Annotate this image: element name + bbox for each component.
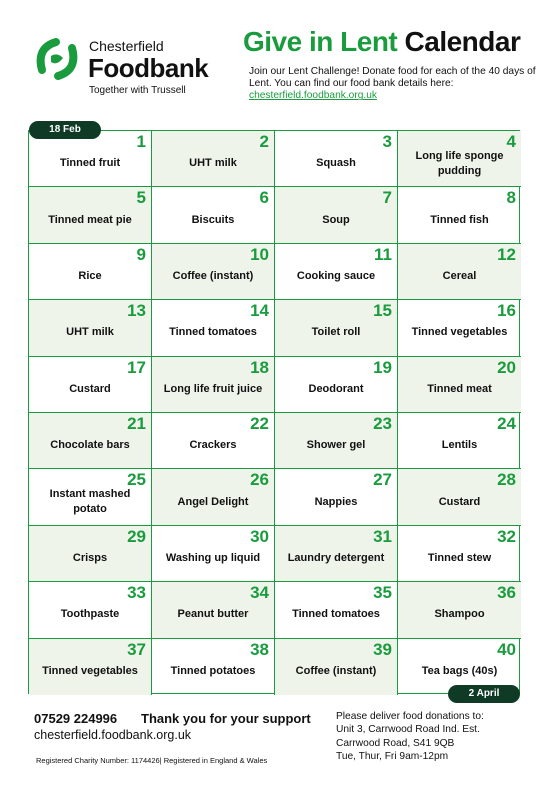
day-item: Tinned tomatoes (292, 608, 380, 621)
day-item: Coffee (instant) (172, 269, 254, 282)
calendar-day-28 (398, 469, 521, 525)
calendar-day-26 (152, 469, 275, 525)
day-item: Cooking sauce (296, 269, 376, 282)
charity-registration: Registered Charity Number: 1174426| Registered in England & Wales (36, 756, 268, 765)
day-item: Cereal (442, 269, 477, 282)
day-item: Tinned tomatoes (169, 326, 257, 339)
day-number: 15 (373, 301, 392, 321)
day-item: Lentils (441, 439, 478, 452)
day-number: 5 (136, 188, 146, 208)
day-item: Angel Delight (177, 495, 249, 508)
day-item: Tinned meat (427, 382, 492, 395)
calendar-day-15 (275, 300, 398, 356)
day-number: 40 (497, 639, 516, 659)
calendar-day-30 (152, 526, 275, 582)
end-date-badge: 2 April (448, 685, 520, 703)
calendar-day-25 (29, 469, 152, 525)
calendar-day-29 (29, 526, 152, 582)
calendar-day-38 (152, 639, 275, 695)
day-item: Nappies (314, 495, 358, 508)
title-dark: Calendar (404, 26, 521, 57)
calendar-day-14 (152, 300, 275, 356)
day-number: 34 (250, 583, 269, 603)
day-number: 28 (497, 470, 516, 490)
calendar-day-37 (29, 639, 152, 695)
day-number: 27 (373, 470, 392, 490)
day-number: 12 (497, 244, 516, 264)
day-item: Rice (78, 269, 102, 282)
day-number: 32 (497, 526, 516, 546)
day-item: UHT milk (189, 157, 237, 170)
day-number: 26 (250, 470, 269, 490)
day-number: 16 (497, 301, 516, 321)
calendar-day-16 (398, 300, 521, 356)
calendar-day-24 (398, 413, 521, 469)
title-green: Give in Lent (243, 26, 398, 57)
day-number: 18 (250, 357, 269, 377)
delivery-info (336, 710, 484, 763)
day-item: Long life fruit juice (163, 382, 263, 395)
day-item: Deodorant (308, 382, 364, 395)
intro-text (249, 66, 539, 103)
day-number: 1 (136, 132, 146, 151)
calendar-day-31 (275, 526, 398, 582)
day-number: 19 (373, 357, 392, 377)
footer-url[interactable]: chesterfield.foodbank.org.uk (34, 728, 192, 742)
day-item: Long life sponge pudding (415, 149, 504, 177)
phone-number: 07529 224996 (34, 711, 118, 726)
day-number: 17 (127, 357, 146, 377)
day-item: Soup (322, 213, 350, 226)
lent-calendar-grid (28, 130, 520, 694)
calendar-day-35 (275, 582, 398, 638)
day-item: Washing up liquid (165, 551, 261, 564)
calendar-day-23 (275, 413, 398, 469)
day-number: 30 (250, 526, 269, 546)
day-item: Tinned potatoes (170, 665, 256, 678)
day-item: Shampoo (434, 608, 485, 621)
day-number: 33 (127, 583, 146, 603)
day-number: 38 (250, 639, 269, 659)
day-number: 39 (373, 639, 392, 659)
calendar-day-1 (29, 131, 152, 187)
calendar-day-33 (29, 582, 152, 638)
day-number: 14 (250, 301, 269, 321)
calendar-day-11 (275, 244, 398, 300)
day-number: 23 (373, 413, 392, 433)
day-number: 36 (497, 583, 516, 603)
day-number: 9 (136, 244, 146, 264)
day-number: 6 (259, 188, 269, 208)
calendar-day-2 (152, 131, 275, 187)
day-item: UHT milk (66, 326, 114, 339)
calendar-day-9 (29, 244, 152, 300)
day-number: 35 (373, 583, 392, 603)
calendar-day-13 (29, 300, 152, 356)
day-item: Biscuits (191, 213, 235, 226)
day-number: 22 (250, 413, 269, 433)
day-number: 7 (382, 188, 392, 208)
day-item: Tea bags (40s) (421, 665, 498, 678)
day-item: Peanut butter (177, 608, 249, 621)
day-item: Tinned vegetables (42, 665, 138, 678)
brand-name-top: Chesterfield (89, 38, 164, 54)
day-number: 2 (259, 132, 269, 151)
day-item: Toilet roll (311, 326, 361, 339)
delivery-line: Carrwood Road, S41 9QB (336, 737, 455, 749)
day-item: Tinned fish (430, 213, 489, 226)
day-number: 3 (382, 132, 392, 151)
day-number: 29 (127, 526, 146, 546)
day-number: 25 (127, 470, 146, 490)
day-item: Instant mashed potato (49, 488, 131, 516)
day-item: Crisps (72, 551, 108, 564)
intro-copy: Join our Lent Challenge! Donate food for each of the 40 days of Lent. You can find our food bank details here: (249, 66, 536, 90)
calendar-day-5 (29, 187, 152, 243)
brand-tagline: Together with Trussell (89, 85, 186, 96)
page-title (243, 26, 520, 58)
day-item: Coffee (instant) (295, 665, 377, 678)
calendar-day-19 (275, 357, 398, 413)
delivery-line: Please deliver food donations to: (336, 711, 484, 722)
calendar-day-18 (152, 357, 275, 413)
calendar-day-12 (398, 244, 521, 300)
day-number: 31 (373, 526, 392, 546)
day-item: Tinned vegetables (411, 326, 508, 339)
foodbank-logo-icon (34, 36, 80, 82)
day-item: Squash (316, 157, 356, 170)
day-item: Shower gel (306, 439, 366, 452)
calendar-day-17 (29, 357, 152, 413)
day-item: Crackers (189, 439, 237, 452)
calendar-day-32 (398, 526, 521, 582)
day-item: Toothpaste (60, 608, 120, 621)
day-number: 10 (250, 244, 269, 264)
calendar-day-34 (152, 582, 275, 638)
day-item: Laundry detergent (287, 551, 385, 564)
website-link[interactable]: chesterfield.foodbank.org.uk (249, 90, 377, 102)
day-number: 20 (497, 357, 516, 377)
start-date-badge: 18 Feb (29, 121, 101, 139)
calendar-day-22 (152, 413, 275, 469)
day-item: Tinned fruit (59, 157, 121, 170)
day-item: Custard (69, 382, 111, 395)
day-item: Tinned meat pie (48, 213, 132, 226)
calendar-day-8 (398, 187, 521, 243)
calendar-day-20 (398, 357, 521, 413)
calendar-day-3 (275, 131, 398, 187)
calendar-day-21 (29, 413, 152, 469)
calendar-day-36 (398, 582, 521, 638)
delivery-line: Unit 3, Carrwood Road Ind. Est. (336, 724, 480, 736)
day-item: Chocolate bars (50, 439, 130, 452)
calendar-day-27 (275, 469, 398, 525)
thanks-text: Thank you for your support (141, 711, 311, 726)
calendar-day-10 (152, 244, 275, 300)
day-item: Custard (438, 495, 481, 508)
calendar-day-4 (398, 131, 521, 187)
day-number: 24 (497, 413, 516, 433)
day-number: 13 (127, 301, 146, 321)
day-number: 11 (374, 244, 392, 264)
calendar-day-7 (275, 187, 398, 243)
calendar-day-39 (275, 639, 398, 695)
day-number: 4 (506, 132, 516, 151)
delivery-line: Tue, Thur, Fri 9am-12pm (336, 750, 449, 762)
day-item: Tinned stew (427, 551, 492, 564)
day-number: 8 (506, 188, 516, 208)
day-number: 21 (127, 413, 146, 433)
calendar-day-6 (152, 187, 275, 243)
day-number: 37 (127, 639, 146, 659)
brand-name-main: Foodbank (88, 53, 209, 83)
